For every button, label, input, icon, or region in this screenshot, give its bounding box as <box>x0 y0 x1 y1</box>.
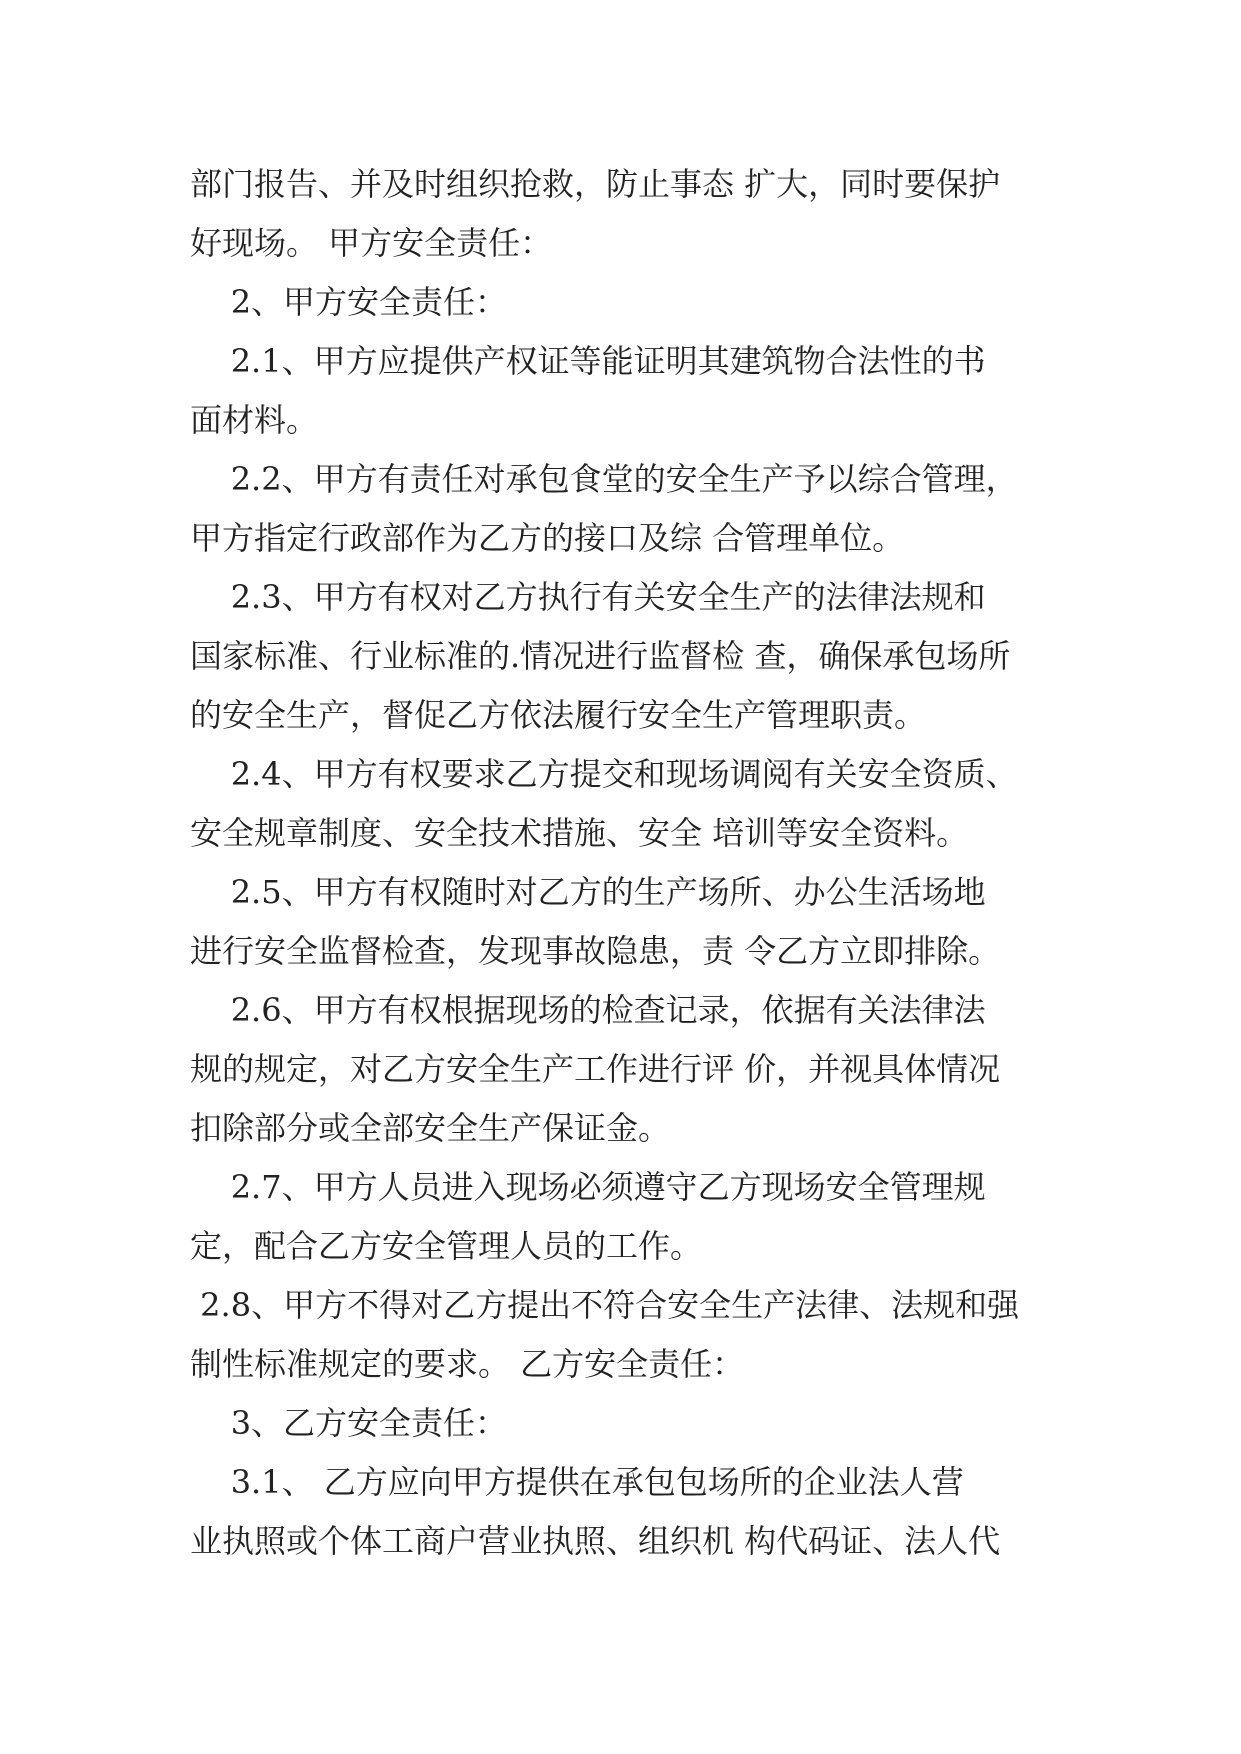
text-line: 2.4、甲方有权要求乙方提交和现场调阅有关安全资质、 <box>190 755 1018 793</box>
text-line: 进行安全监督检查，发现事故隐患，责 令乙方立即排除。 <box>190 932 1001 970</box>
text-line: 好现场。 甲方安全责任： <box>190 224 553 262</box>
text-line: 2.8、甲方不得对乙方提出不符合安全生产法律、法规和强 <box>190 1286 1020 1324</box>
text-line: 2.6、甲方有权根据现场的检查记录，依据有关法律法 <box>190 991 986 1029</box>
text-line: 国家标准、行业标准的.情况进行监督检 查，确保承包场所 <box>190 637 1011 675</box>
section-heading: 2、甲方安全责任： <box>190 283 508 321</box>
text-line: 扣除部分或全部安全生产保证金。 <box>190 1109 671 1147</box>
text-line: 制性标准规定的要求。 乙方安全责任： <box>190 1345 745 1383</box>
text-line: 2.7、甲方人员进入现场必须遵守乙方现场安全管理规 <box>190 1168 986 1206</box>
text-line: 部门报告、并及时组织抢救，防止事态 扩大，同时要保护 <box>190 165 1001 203</box>
text-line: 甲方指定行政部作为乙方的接口及综 合管理单位。 <box>190 519 905 557</box>
text-line: 规的规定，对乙方安全生产工作进行评 价，并视具体情况 <box>190 1050 1001 1088</box>
text-line: 安全规章制度、安全技术措施、安全 培训等安全资料。 <box>190 814 969 852</box>
text-line: 面材料。 <box>190 401 319 439</box>
document-body <box>190 155 1070 1571</box>
text-line: 业执照或个体工商户营业执照、组织机 构代码证、法人代 <box>190 1522 1001 1560</box>
text-line: 2.2、甲方有责任对承包食堂的安全生产予以综合管理， <box>190 460 1018 498</box>
text-line: 2.5、甲方有权随时对乙方的生产场所、办公生活场地 <box>190 873 986 911</box>
text-line: 3.1、 乙方应向甲方提供在承包包场所的企业法人营 <box>190 1463 964 1501</box>
text-line: 2.1、甲方应提供产权证等能证明其建筑物合法性的书 <box>190 342 986 380</box>
section-heading: 3、乙方安全责任： <box>190 1404 508 1442</box>
text-line: 2.3、甲方有权对乙方执行有关安全生产的法律法规和 <box>190 578 986 616</box>
text-line: 的安全生产，督促乙方依法履行安全生产管理职责。 <box>190 696 927 734</box>
text-line: 定，配合乙方安全管理人员的工作。 <box>190 1227 703 1265</box>
